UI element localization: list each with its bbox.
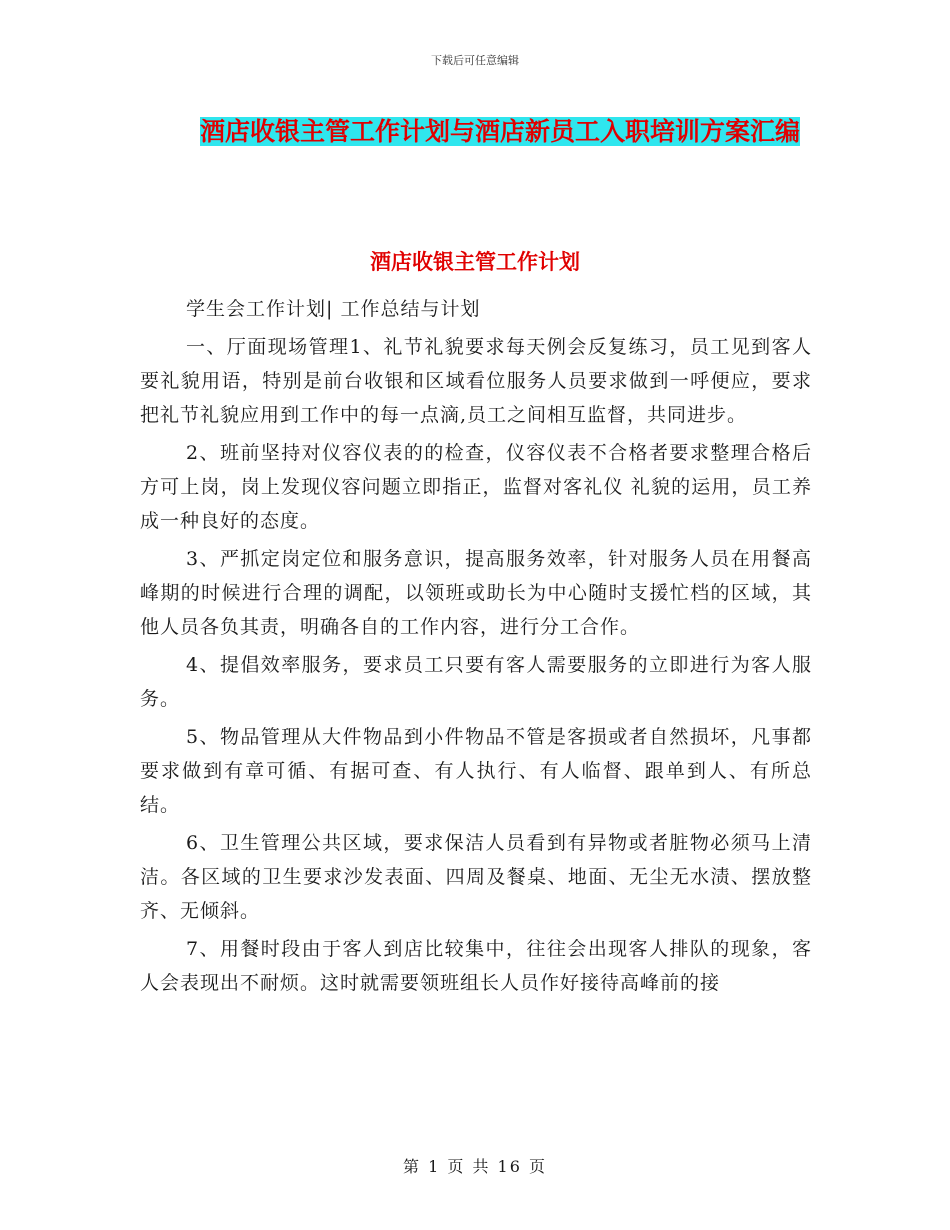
- paragraph: 6、卫生管理公共区域，要求保洁人员看到有异物或者脏物必须马上清洁。各区域的卫生要求沙发表面、四周及餐桌、地面、无尘无水渍、摆放整齐、无倾斜。: [140, 832, 812, 922]
- document-title-text: 酒店收银主管工作计划与酒店新员工入职培训方案汇编: [199, 117, 800, 146]
- paragraph: 学生会工作计划| 工作总结与计划: [186, 298, 481, 320]
- paragraph: 一、厅面现场管理1、礼节礼貌要求每天例会反复练习，员工见到客人要礼貌用语，特别是前台收银和区域看位服务人员要求做到一呼便应，要求把礼节礼貌应用到工作中的每一点滴,员工之间相互监督，共同进步。: [140, 336, 812, 426]
- document-title: [190, 108, 810, 156]
- paragraph: 7、用餐时段由于客人到店比较集中，往往会出现客人排队的现象，客人会表现出不耐烦。这时就需要领班组长人员作好接待高峰前的接: [140, 938, 812, 994]
- paragraph: 2、班前坚持对仪容仪表的的检查，仪容仪表不合格者要求整理合格后方可上岗，岗上发现仪容问题立即指正，监督对客礼仪 礼貌的运用，员工养成一种良好的态度。: [140, 442, 812, 532]
- header-note: 下载后可任意编辑: [431, 54, 519, 67]
- paragraph: 4、提倡效率服务，要求员工只要有客人需要服务的立即进行为客人服务。: [140, 654, 812, 710]
- section-title: 酒店收银主管工作计划: [370, 250, 580, 274]
- page-footer: 第 1 页 共 16 页: [403, 1157, 547, 1176]
- paragraph: 3、严抓定岗定位和服务意识，提高服务效率，针对服务人员在用餐高峰期的时候进行合理的调配，以领班或助长为中心随时支援忙档的区域，其他人员各负其责，明确各自的工作内容，进行分工合作。: [140, 548, 812, 638]
- paragraph: 5、物品管理从大件物品到小件物品不管是客损或者自然损坏，凡事都要求做到有章可循、有据可查、有人执行、有人临督、跟单到人、有所总结。: [140, 726, 812, 816]
- document-body: [140, 292, 812, 1004]
